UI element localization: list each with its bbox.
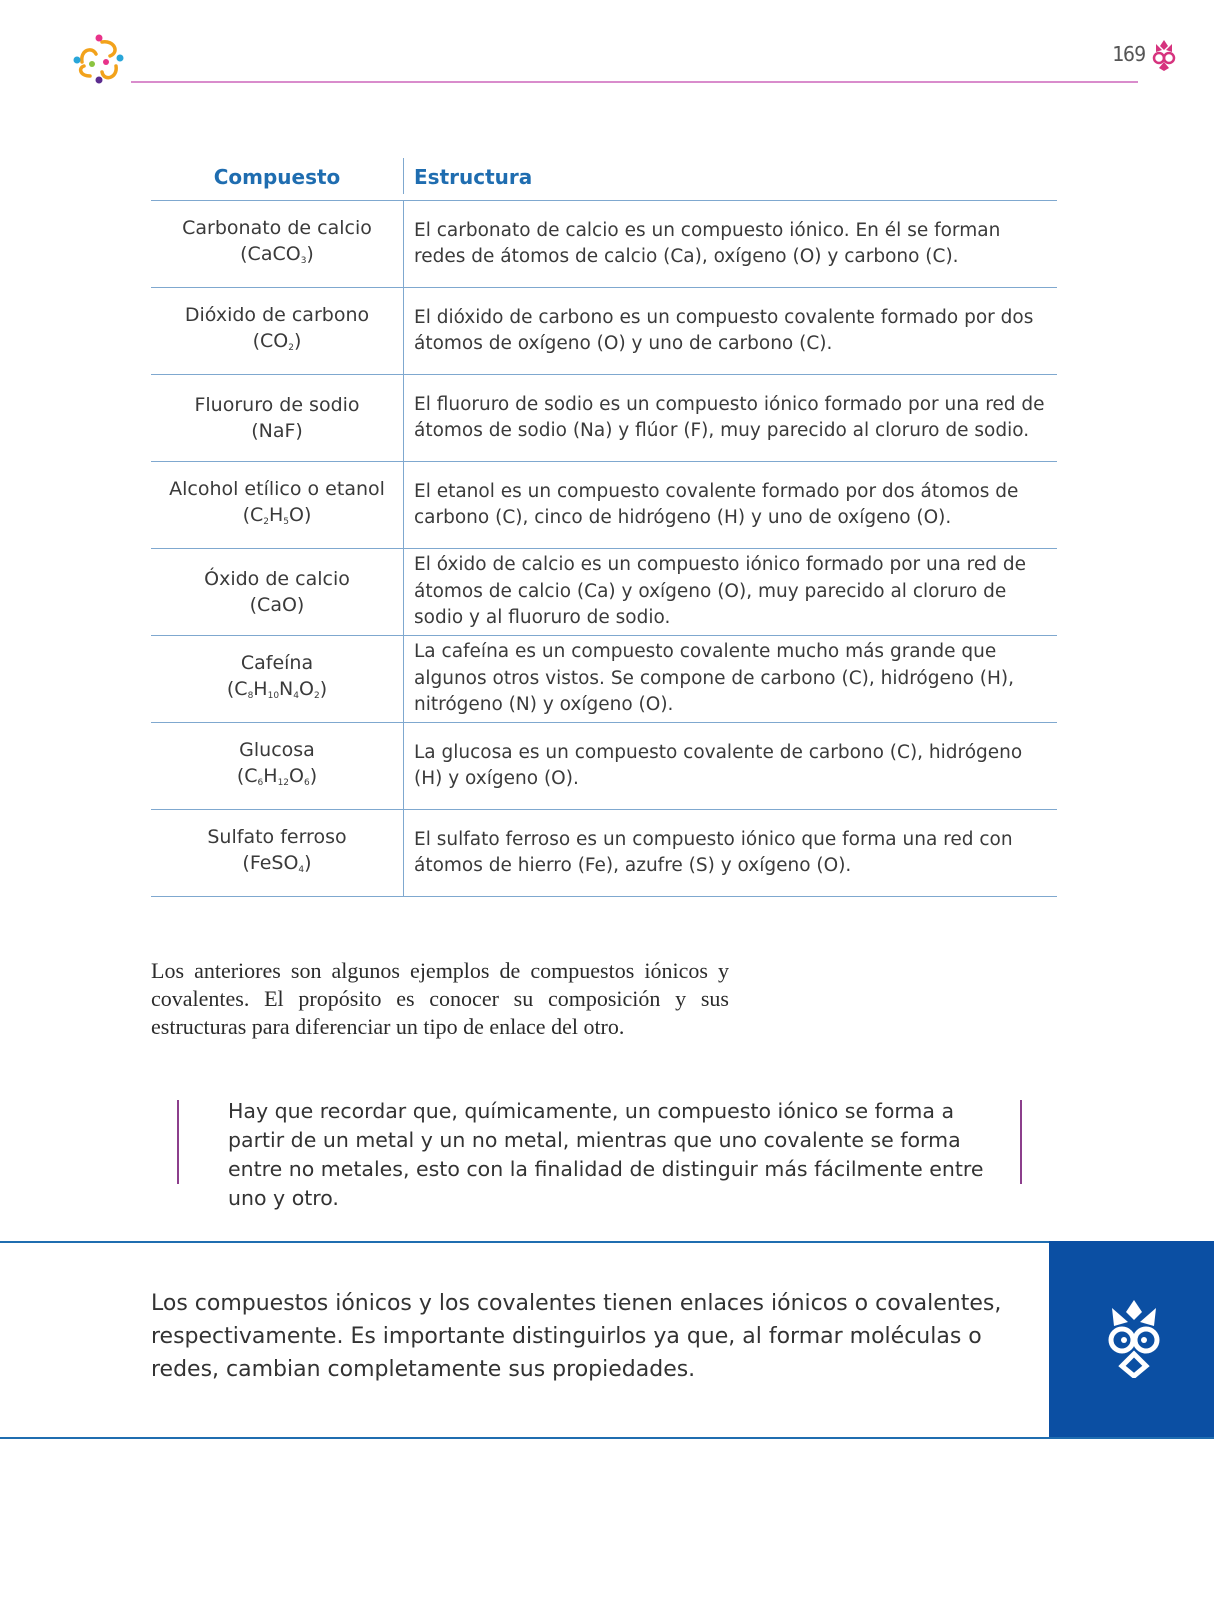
structure-cell: El carbonato de calcio es un compuesto iónico. En él se forman redes de átomos de calcio (Ca), oxígeno (O) y carbono (C). — [414, 219, 1001, 267]
table-header-row — [151, 158, 1057, 201]
summary-box-text: Los compuestos iónicos y los covalentes tienen enlaces iónicos o covalentes, respectivamente. Es importante distinguirlos ya que, al formar moléculas o redes, cambian completamente sus propiedades. — [151, 1291, 1002, 1382]
compound-cell — [151, 810, 404, 896]
compound-cell — [151, 375, 404, 461]
formula-subscript: 12 — [277, 777, 290, 788]
formula-text: H — [263, 764, 278, 787]
formula-text: (C — [226, 677, 248, 700]
compound-cell — [151, 636, 404, 722]
formula-subscript: 2 — [263, 516, 269, 527]
body-paragraph: Los anteriores son algunos ejemplos de compuestos iónicos y covalentes. El propósito es conocer su composición y sus estructuras para diferenciar un tipo de enlace del otro. — [151, 958, 729, 1039]
compound-name: Fluoruro de sodio — [194, 394, 360, 416]
structure-cell: La cafeína es un compuesto covalente mucho más grande que algunos otros vistos. Se compone de carbono (C), hidrógeno (H), nitrógeno (N) y oxígeno (O). — [414, 641, 1015, 716]
table-row — [151, 462, 1057, 549]
header-rule — [131, 81, 1138, 83]
summary-box-bottom-rule — [0, 1437, 1214, 1439]
compound-cell — [151, 723, 404, 809]
compound-formula — [151, 592, 403, 618]
formula-text: ) — [309, 764, 318, 787]
compound-cell — [151, 462, 404, 548]
formula-text: ) — [319, 677, 328, 700]
formula-text: (CaO) — [249, 594, 305, 616]
formula-text: (CaCO — [240, 242, 301, 265]
compound-name: Cafeína — [240, 651, 314, 674]
compound-formula — [151, 850, 403, 883]
formula-text: N — [279, 677, 294, 700]
formula-subscript: 2 — [313, 690, 320, 701]
quote-bar-right — [1020, 1100, 1022, 1184]
structure-cell: El fluoruro de sodio es un compuesto iónico formado por una red de átomos de sodio (Na) y flúor (F), muy parecido al cloruro de sodio. — [414, 393, 1045, 441]
formula-text: H — [253, 677, 268, 700]
structure-cell: La glucosa es un compuesto covalente de carbono (C), hidrógeno (H) y oxígeno (O). — [414, 741, 1023, 789]
formula-subscript: 6 — [257, 777, 264, 788]
formula-text: O — [299, 677, 314, 700]
table-row — [151, 288, 1057, 375]
pink-ornament-icon — [1150, 38, 1178, 72]
formula-text: (NaF) — [251, 420, 303, 442]
formula-text: (C — [242, 503, 264, 526]
reminder-quote: Hay que recordar que, químicamente, un compuesto iónico se forma a partir de un metal y un no metal, mientras que uno covalente se forma entre no metales, esto con la finalidad de distinguir más fácilmente entre uno y otro. — [228, 1099, 984, 1210]
compounds-table — [151, 158, 1057, 897]
table-row — [151, 375, 1057, 462]
table-row — [151, 201, 1057, 288]
white-ornament-icon — [1102, 1298, 1166, 1378]
compound-name: Óxido de calcio — [204, 568, 350, 590]
summary-box-top-rule — [0, 1241, 1214, 1243]
compound-formula — [151, 241, 403, 274]
compound-formula — [151, 676, 403, 709]
header-estructura: Estructura — [414, 165, 533, 189]
structure-cell: El sulfato ferroso es un compuesto iónico que forma una red con átomos de hierro (Fe), azufre (S) y oxígeno (O). — [414, 828, 1013, 876]
formula-subscript: 10 — [267, 690, 280, 701]
formula-text: (C — [236, 764, 258, 787]
compound-cell — [151, 549, 404, 635]
formula-text: ) — [293, 329, 302, 352]
compound-name: Carbonato de calcio — [182, 216, 372, 239]
compound-cell — [151, 201, 404, 287]
formula-text: O — [289, 764, 304, 787]
compound-name: Dióxido de carbono — [184, 303, 370, 326]
formula-text: (FeSO — [242, 851, 299, 874]
compound-name: Sulfato ferroso — [207, 825, 347, 848]
colorful-dots-logo-icon — [72, 32, 126, 86]
structure-cell: El etanol es un compuesto covalente formado por dos átomos de carbono (C), cinco de hidrógeno (H) y uno de oxígeno (O). — [414, 480, 1019, 528]
formula-text: ) — [304, 851, 312, 874]
table-row — [151, 723, 1057, 810]
formula-text: (CO — [252, 329, 289, 352]
compound-formula — [151, 328, 403, 361]
formula-text: O) — [289, 503, 312, 526]
header-compuesto: Compuesto — [151, 158, 404, 194]
formula-subscript: 6 — [303, 777, 310, 788]
formula-subscript: 5 — [283, 516, 290, 527]
compound-cell — [151, 288, 404, 374]
quote-bar-left — [177, 1100, 179, 1184]
formula-subscript: 3 — [300, 255, 307, 266]
formula-subscript: 8 — [247, 690, 254, 701]
compound-name: Alcohol etílico o etanol — [169, 477, 385, 500]
formula-subscript: 2 — [288, 342, 294, 353]
table-row — [151, 636, 1057, 723]
compound-formula — [151, 502, 403, 535]
formula-text: H — [269, 503, 284, 526]
compound-formula — [151, 763, 403, 796]
table-row — [151, 549, 1057, 636]
formula-text: ) — [306, 242, 314, 265]
structure-cell: El dióxido de carbono es un compuesto covalente formado por dos átomos de oxígeno (O) y uno de carbono (C). — [414, 306, 1034, 354]
table-row — [151, 810, 1057, 897]
compound-name: Glucosa — [239, 738, 315, 761]
structure-cell: El óxido de calcio es un compuesto iónico formado por una red de átomos de calcio (Ca) y oxígeno (O), muy parecido al cloruro de sodio y al fluoruro de sodio. — [414, 554, 1026, 629]
formula-subscript: 4 — [293, 690, 299, 701]
compound-formula — [151, 418, 403, 444]
formula-subscript: 4 — [298, 864, 305, 875]
page-number: 169 — [1112, 42, 1146, 66]
